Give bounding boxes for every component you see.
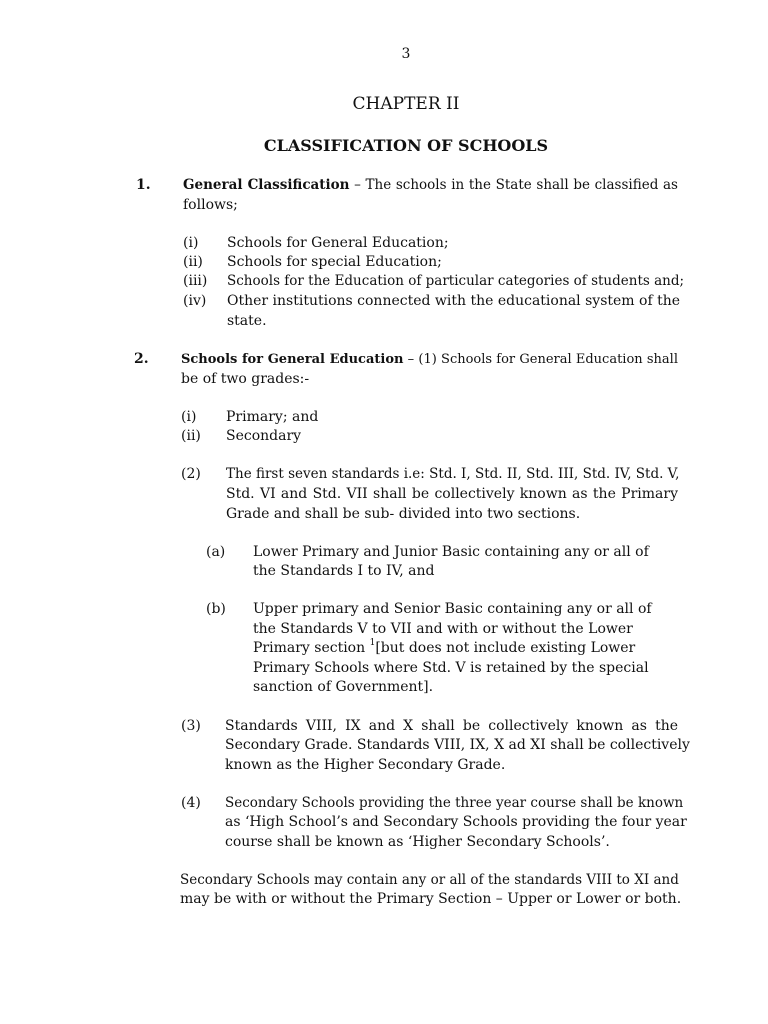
subsection-2-line: Grade and shall be sub- divided into two sections. (226, 506, 581, 522)
grade-text: Secondary (226, 428, 302, 444)
list-item-mark: (ii) (183, 254, 203, 270)
subsection-2-mark: (2) (181, 466, 201, 482)
clause-b-line: Primary section $^1$[but does not include existing Lower (253, 638, 636, 656)
clause-b-line: Upper primary and Senior Basic containing any or all of (253, 601, 652, 617)
clause-a-mark: (a) (206, 544, 226, 560)
clause-a-line: Lower Primary and Junior Basic containing any or all of (253, 544, 649, 560)
subsection-4-line: as ‘High School’s and Secondary Schools providing the four year (225, 814, 687, 830)
footnote-marker: 1 (369, 638, 376, 648)
grade-mark: (i) (181, 409, 197, 425)
list-item-text: Other institutions connected with the educational system of the (227, 293, 681, 309)
subsection-4-line: course shall be known as ‘Higher Secondary Schools’. (225, 834, 610, 850)
section-2-line-2: be of two grades:- (181, 371, 310, 387)
closing-paragraph-line: may be with or without the Primary Section – Upper or Lower or both. (180, 891, 682, 907)
list-item-mark: (iii) (183, 273, 208, 289)
clause-a-line: the Standards I to IV, and (253, 563, 435, 579)
closing-paragraph-line: Secondary Schools may contain any or all of the standards VIII to XI and (180, 872, 679, 888)
subsection-2-line: The first seven standards i.e: Std. I, Std. II, Std. III, Std. IV, Std. V, (226, 466, 680, 482)
subsection-3-mark: (3) (181, 718, 201, 734)
clause-b-mark: (b) (206, 601, 226, 617)
list-item-mark: (i) (183, 235, 199, 251)
subsection-3-line: Secondary Grade. Standards VIII, IX, X ad XI shall be collectively (225, 737, 690, 753)
section-1-number: 1. (136, 177, 151, 193)
clause-b-line: Primary Schools where Std. V is retained by the special (253, 660, 649, 676)
section-1-heading: General Classification (183, 177, 350, 193)
list-item-text: Schools for special Education; (227, 254, 442, 270)
clause-b-line: sanction of Government]. (253, 679, 434, 695)
section-2-heading: Schools for General Education (181, 352, 404, 367)
list-item-text: Schools for General Education; (227, 235, 449, 251)
page-title: CLASSIFICATION OF SCHOOLS (263, 136, 549, 155)
subsection-3-line: Standards VIII, IX and X shall be collectively known as the (225, 718, 678, 734)
clause-b-line: the Standards V to VII and with or without the Lower (253, 621, 633, 637)
list-item-mark: (iv) (183, 293, 207, 309)
page-number: 3 (401, 46, 411, 62)
list-item-continuation: state. (227, 313, 267, 329)
chapter-heading: CHAPTER II (352, 94, 460, 114)
subsection-2-line: Std. VI and Std. VII shall be collectively known as the Primary (226, 486, 678, 502)
section-1-line-2: follows; (183, 197, 238, 213)
grade-mark: (ii) (181, 428, 201, 444)
subsection-4-line: Secondary Schools providing the three year course shall be known (225, 795, 684, 811)
list-item-text: Schools for the Education of particular categories of students and; (227, 273, 685, 289)
section-2-number: 2. (134, 351, 149, 367)
subsection-4-mark: (4) (181, 795, 201, 811)
subsection-3-line: known as the Higher Secondary Grade. (225, 757, 506, 773)
section-2-line-1: Schools for General Education – (1) Schools for General Education shall (181, 352, 678, 367)
grade-text: Primary; and (226, 409, 319, 425)
section-1-line-1: General Classification – The schools in the State shall be classified as (183, 177, 678, 193)
